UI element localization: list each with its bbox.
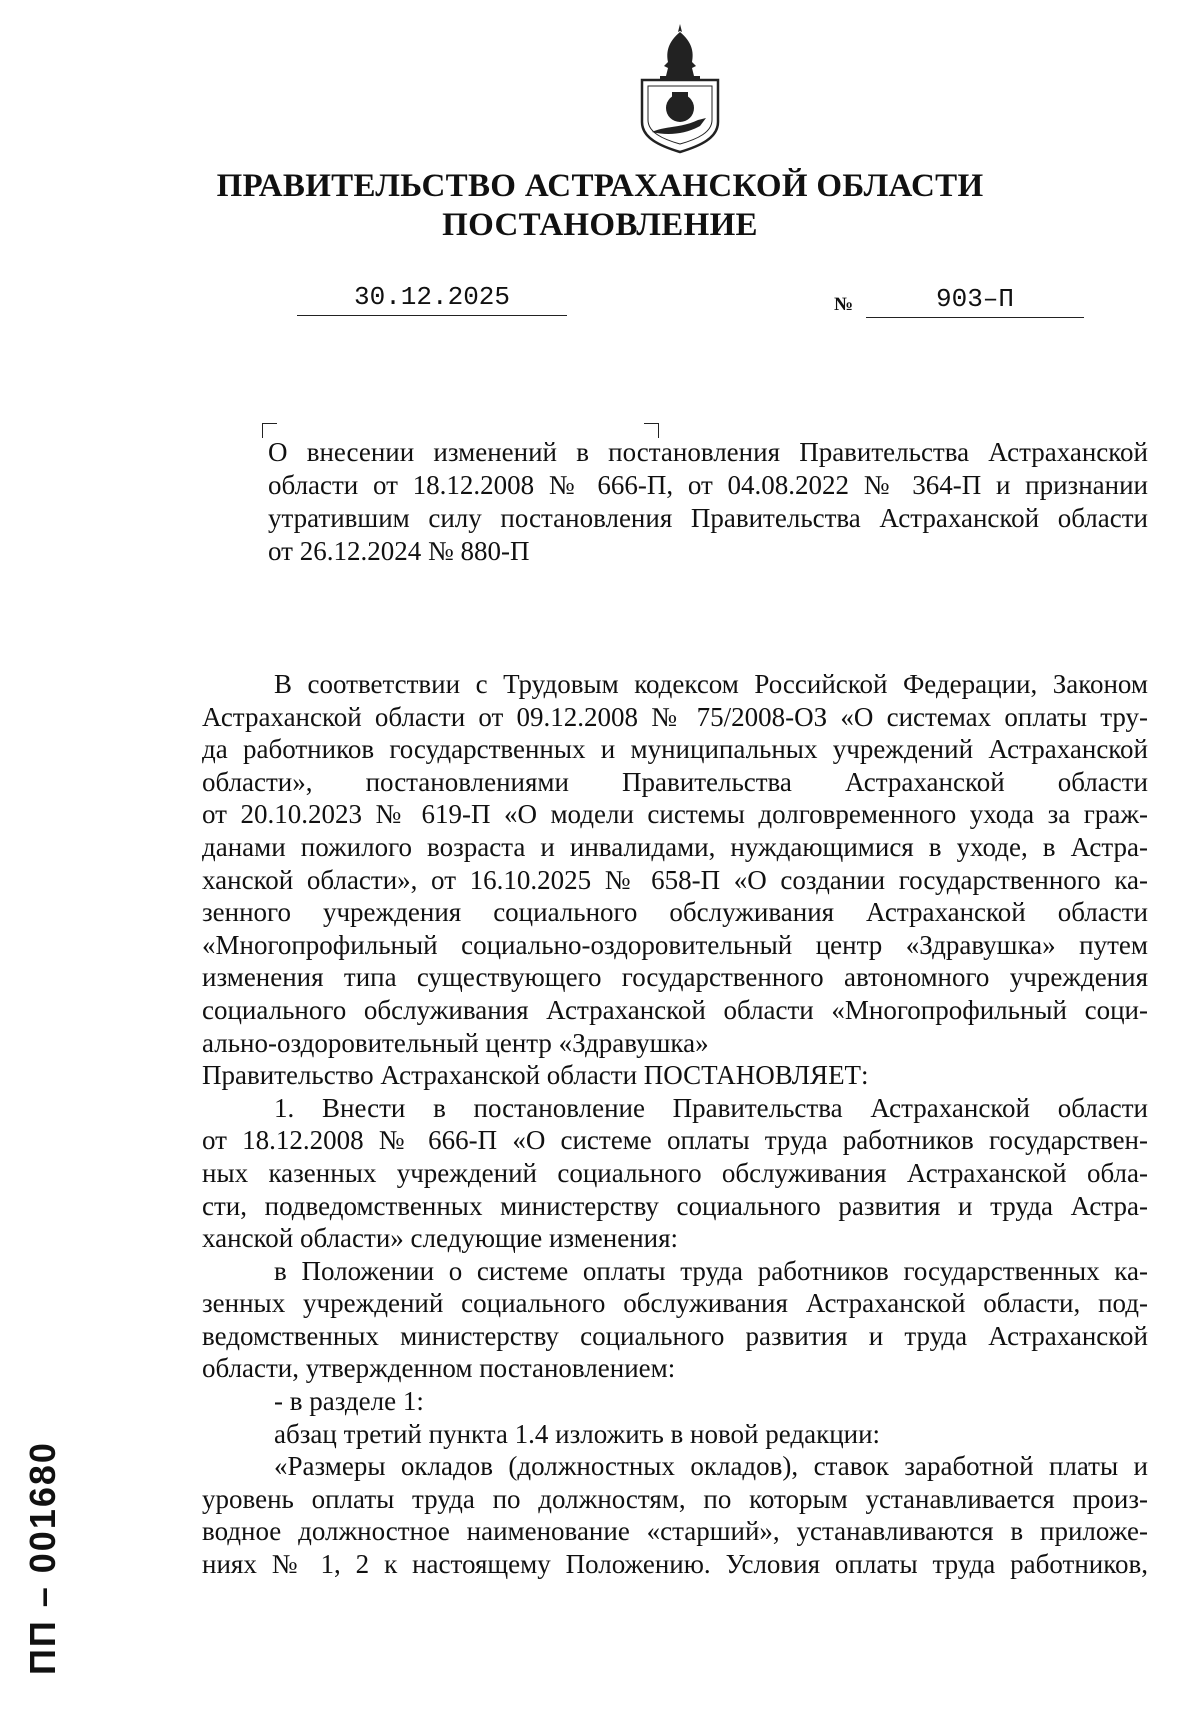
body-line: - в разделе 1:	[274, 1386, 424, 1417]
coat-of-arms-emblem	[638, 22, 722, 154]
body-line: В соответствии с Трудовым кодексом Российской Федерации, Законом	[274, 669, 1148, 699]
subject-line: О внесении изменений в постановления Правительства Астраханской	[268, 437, 1148, 467]
body-line: от 20.10.2023 № 619-П «О модели системы долговременного ухода за граж-	[202, 799, 1148, 830]
document-date: 30.12.2025	[297, 282, 567, 316]
body-line: в Положении о системе оплаты труда работников государственных ка-	[274, 1255, 1148, 1286]
body-line: «Многопрофильный социально-оздоровительный центр «Здравушка» путем	[202, 929, 1148, 960]
body-line: ально-оздоровительный центр «Здравушка»	[202, 1027, 709, 1058]
subject-line: области от 18.12.2008 № 666-П, от 04.08.2022 № 364-П и признании	[268, 470, 1148, 500]
side-stamp-number: ПП – 001680	[22, 1441, 63, 1675]
body-line: 1. Внести в постановление Правительства Астраханской области	[274, 1092, 1148, 1123]
body-line: области», постановлениями Правительства Астраханской области	[202, 766, 1148, 797]
body-line: ниях № 1, 2 к настоящему Положению. Условия оплаты труда работников,	[202, 1549, 1148, 1580]
number-sign: №	[834, 294, 854, 315]
body-line: социального обслуживания Астраханской области «Многопрофильный соци-	[202, 994, 1148, 1025]
body-line: абзац третий пункта 1.4 изложить в новой редакции:	[274, 1418, 881, 1449]
body-line: «Размеры окладов (должностных окладов), ставок заработной платы и	[274, 1451, 1148, 1482]
body-line: области, утвержденном постановлением:	[202, 1353, 676, 1384]
body-line: ханской области», от 16.10.2025 № 658-П «О создании государственного ка-	[202, 864, 1148, 895]
body-line: Правительство Астраханской области ПОСТАНОВЛЯЕТ:	[202, 1060, 869, 1091]
body-line: Астраханской области от 09.12.2008 № 75/2008-ОЗ «О системах оплаты тру-	[202, 701, 1148, 732]
document-type-title: ПОСТАНОВЛЕНИЕ	[442, 207, 758, 243]
body-line: ных казенных учреждений социального обслуживания Астраханской обла-	[202, 1157, 1148, 1188]
document-number: 903–П	[866, 284, 1084, 318]
body-line: зенного учреждения социального обслуживания Астраханской области	[202, 897, 1148, 928]
document-body	[202, 668, 1148, 1581]
body-line: сти, подведомственных министерству социального развития и труда Астра-	[202, 1190, 1148, 1221]
body-line: ведомственных министерству социального развития и труда Астраханской	[202, 1320, 1148, 1351]
body-line: данами пожилого возраста и инвалидами, нуждающимися в уходе, в Астра-	[202, 831, 1148, 862]
body-line: да работников государственных и муниципальных учреждений Астраханской	[202, 734, 1148, 765]
government-title: ПРАВИТЕЛЬСТВО АСТРАХАНСКОЙ ОБЛАСТИ	[216, 168, 984, 204]
body-line: изменения типа существующего государственного автономного учреждения	[202, 962, 1148, 993]
body-line: ханской области» следующие изменения:	[202, 1223, 679, 1254]
body-line: от 18.12.2008 № 666-П «О системе оплаты труда работников государствен-	[202, 1125, 1148, 1156]
body-line: уровень оплаты труда по должностям, по которым устанавливается произ-	[202, 1483, 1148, 1514]
subject-line: утратившим силу постановления Правительства Астраханской области	[268, 503, 1148, 533]
body-line: водное должностное наименование «старший», устанавливаются в приложе-	[202, 1516, 1148, 1547]
body-line: зенных учреждений социального обслуживания Астраханской области, под-	[202, 1288, 1148, 1319]
subject-line: от 26.12.2024 № 880-П	[268, 536, 530, 566]
document-subject	[268, 436, 1148, 568]
